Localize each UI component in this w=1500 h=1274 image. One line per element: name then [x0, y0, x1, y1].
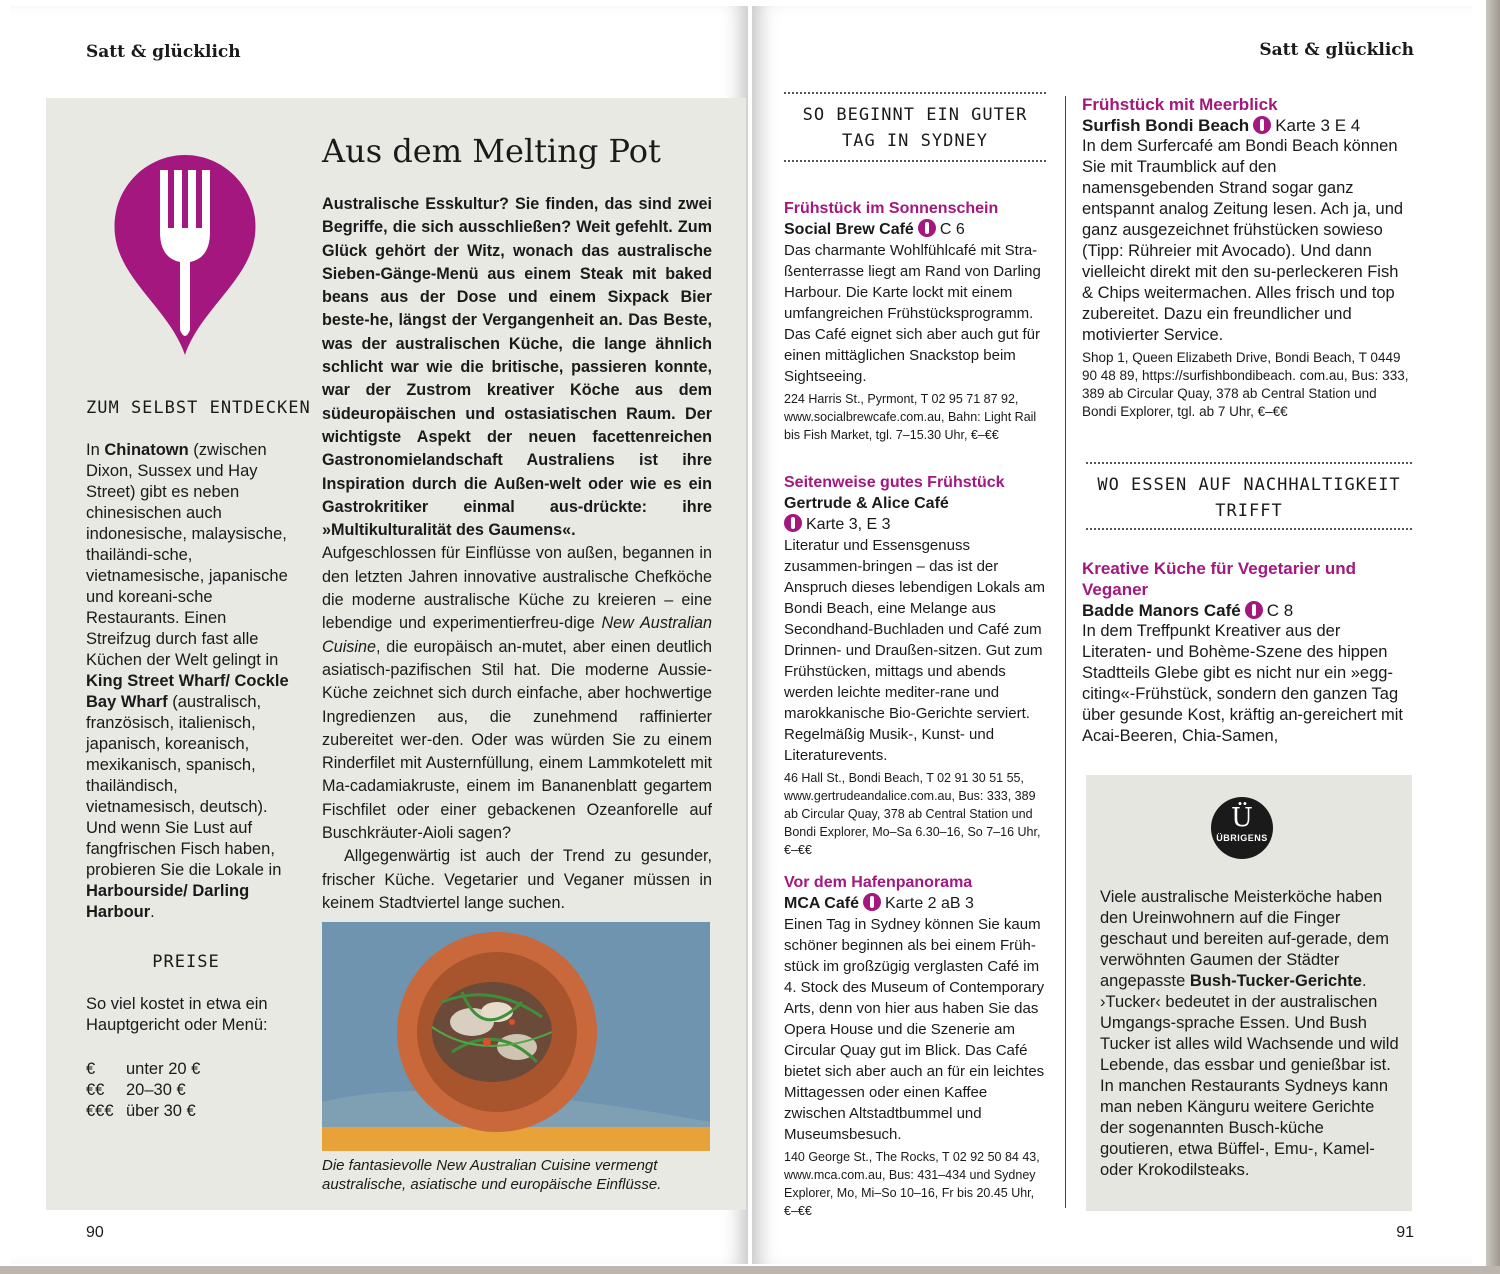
- prices-intro: So viel kostet in etwa ein Hauptgericht oder Menü:: [86, 995, 268, 1034]
- price-row: € unter 20 €: [86, 1060, 201, 1078]
- section-heading: SO BEGINNT EIN GUTER TAG IN SYDNEY: [802, 105, 1028, 151]
- article-lead: Australische Esskultur? Sie finden, das sind zwei Begriffe, die sich ausschließen? Weit gefehlt. Zum Glück gehört der Witz, wonach das australische Sieben-Gänge-Menü aus einem Steak mit baked beans aus der Dose und einem Sixpack Bier beste-he, längst der Vergangenheit an. Das Beste, was der australischen Küche, die lange ähnlich schlicht war wie die britische, passieren konnte, war der Zustrom kreativer Köche aus dem südeuropäischen und ostasiatischen Raum. Der wichtigste Aspekt der neuen facettenreichen Gastronomielandschaft Australiens ist ihre Inspiration durch die Außen-welt oder wie es ein Gastrokritiker einmal aus-drückte: ihre »Multikulturalität des Gaumens«.: [322, 195, 712, 540]
- divider: [784, 160, 1046, 162]
- entry-category: Frühstück im Sonnenschein: [784, 200, 999, 217]
- entry-category: Seitenweise gutes Frühstück: [784, 474, 1005, 491]
- map-marker-icon: [1253, 116, 1271, 134]
- map-ref: Karte 3, E 3: [806, 516, 891, 533]
- food-photo: [322, 922, 710, 1151]
- article-paragraph: Aufgeschlossen für Einflüsse von außen, begannen in den letzten Jahren innovative australische Chefköche die moderne australische Küche zu kreieren – eine lebendige und experimentierfreu-dige New Australian Cuisine, die europäisch an-mutet, aber einen deutlich asiatisch-pazifischen Stil hat. Die moderne Aussie-Küche zeichnet sich durch einfache, aber hochwertige Ingredienzen aus, die zunehmend raffinierter zubereitet wer-den. Oder was würden Sie zu einem Rinderfilet mit Austernfüllung, einem Lammkotelett mit Ma-cadamiakruste, einem im Bananenblatt gegartem Fischfilet oder einer gebackenen Ozeanforelle auf Buschkräuter-Aioli sagen?: [322, 544, 712, 843]
- entry-address: 224 Harris St., Pyrmont, T 02 95 71 87 92, www.socialbrewcafe.com.au, Bahn: Light Rail bis Fish Market, tgl. 7–15.30 Uhr, €–€€: [784, 392, 1037, 442]
- entry-address: 140 George St., The Rocks, T 02 92 50 84 43, www.mca.com.au, Bus: 431–434 und Sydney Explorer, Mo, Mi–So 10–16, Fr bis 20.45 Uhr, €–€€: [784, 1150, 1040, 1218]
- divider: [1086, 462, 1412, 464]
- entry-name: Gertrude & Alice Café: [784, 495, 949, 512]
- page-number-left: 90: [86, 1224, 104, 1241]
- article-body: [322, 193, 712, 915]
- entry-description: Literatur und Essensgenuss zusammen-bringen – das ist der Anspruch dieses lebendigen Lokals am Bondi Beach, eine Melange aus Secondhand-Buchladen und Café zum Drinnen- und Draußen-sitzen. Gut zum Frühstücken, mittags und abends werden leichte mediter-rane und marokkanische Bio-Gerichte serviert. Regelmäßig Musik-, Kunst- und Literaturevents.: [784, 537, 1045, 764]
- entry-name: Surfish Bondi Beach: [1082, 116, 1250, 135]
- entry-name: MCA Café: [784, 895, 859, 912]
- photo-caption: Die fantasievolle New Australian Cuisine vermengt australische, asiatische und europäische Einflüsse.: [322, 1157, 662, 1193]
- section-heading: WO ESSEN AUF NACHHALTIGKEIT TRIFFT: [1097, 475, 1401, 521]
- map-ref: C 6: [939, 221, 965, 238]
- entry-category: Vor dem Hafenpanorama: [784, 874, 973, 891]
- info-box: [1086, 775, 1412, 1211]
- entry-description: Einen Tag in Sydney können Sie kaum schöner beginnen als bei einem Früh-stück im großzügig verglasten Café im 4. Stock des Museum of Contemporary Arts, denn von hier aus haben Sie das Opera House und die Szenerie am Circular Quay gut im Blick. Das Café bietet sich aber auch an für ein leichtes Mittagessen oder einen Kaffee zwischen Altstadtbummel und Museumsbesuch.: [784, 916, 1045, 1143]
- price-row: €€ 20–30 €: [86, 1081, 186, 1099]
- info-box-text: Viele australische Meisterköche haben den Ureinwohnern auf die Finger geschaut und bereiten auf-gerade, dem verwöhnten Gaumen der Städter angepasste Bush-Tucker-Gerichte. ›Tucker‹ bedeutet in der australischen Umgangs-sprache Essen. Und Bush Tucker ist alles wild Wachsende und wild Lebende, das essbar und genießbar ist. In manchen Restaurants Sydneys kann man neben Känguru weitere Gerichte der sogenannten Busch-küche goutieren, etwa Büffel-, Emu-, Kamel- oder Krokodilsteaks.: [1100, 888, 1399, 1179]
- price-row: €€€ über 30 €: [86, 1102, 196, 1120]
- entry-address: Shop 1, Queen Elizabeth Drive, Bondi Beach, T 0449 90 48 89, https://surfishbondibeach. com.au, Bus: 333, 389 ab Circular Quay, 378 ab Central Station und Bondi Explorer, tgl. ab 7 Uhr, €–€€: [1082, 350, 1409, 419]
- prices-heading: PREISE: [152, 952, 220, 972]
- uebrigens-badge-icon: Ü ÜBRIGENS: [1211, 797, 1273, 859]
- running-head-left: Satt & glücklich: [86, 42, 241, 62]
- map-marker-icon: [863, 893, 881, 911]
- listing-entry: [784, 472, 1049, 859]
- column-rule: [1065, 96, 1066, 1208]
- map-ref: C 8: [1266, 601, 1294, 620]
- sidebar-text: In Chinatown (zwischen Dixon, Sussex und Hay Street) gibt es neben chinesischen auch indonesische, malaysische, thailändi-sche, vietnamesische, japanische und koreani-sche Restaurants. Einen Streifzug durch fast alle Küchen der Welt gelingt in King Street Wharf/ Cockle Bay Wharf (australisch, französisch, italienisch, japanisch, koreanisch, mexikanisch, spanisch, thailändisch, vietnamesisch, deutsch). Und wenn Sie Lust auf fangfrischen Fisch haben, probieren Sie die Lokale in Harbourside/ Darling Harbour.: [86, 441, 289, 921]
- right-page: [752, 6, 1472, 1264]
- entry-name: Social Brew Café: [784, 221, 914, 238]
- page-number-right: 91: [1396, 1224, 1414, 1241]
- entry-name: Badde Manors Café: [1082, 601, 1241, 620]
- entry-description: Das charmante Wohlfühlcafé mit Stra-ßenterrasse liegt am Rand von Darling Harbour. Die Karte lockt mit einem umfangreichen Frühstücksprogramm. Das Café eignet sich aber auch gut für einen mittäglichen Snackstop beim Sightseeing.: [784, 242, 1041, 385]
- sidebar-heading: ZUM SELBST ENTDECKEN: [86, 398, 311, 418]
- entry-description: In dem Treffpunkt Kreativer aus der Literaten- und Bohème-Szene des hippen Stadtteils Glebe gibt es nicht nur ein »egg-citing«-Frühstück, sondern den ganzen Tag über gesunde Kost, kräftig an-gereichert mit Acai-Beeren, Chia-Samen,: [1082, 622, 1404, 745]
- divider: [784, 92, 1046, 94]
- listing-entry: [784, 198, 1049, 444]
- entry-address: 46 Hall St., Bondi Beach, T 02 91 30 51 55, www.gertrudeandalice.com.au, Bus: 333, 389 ab Circular Quay, 378 ab Central Station und Bondi Explorer, Mo–Sa 6.30–16, So 7–16 Uhr, €–€€: [784, 771, 1041, 857]
- entry-description: In dem Surfercafé am Bondi Beach können Sie mit Traumblick auf den namensgebenden Strand sogar ganz entspannt analog Zeitung lesen. Ach ja, und ganz ausgezeichnet frühstücken sowieso (Tipp: Rühreier mit Avocado). Und dann vielleicht direkt mit den su-perleckeren Fish & Chips weitermachen. Alles frisch und top zubereitet. Dazu ein freundlicher und motivierter Service.: [1082, 137, 1404, 344]
- left-page: [10, 6, 748, 1264]
- entry-category: Frühstück mit Meerblick: [1082, 95, 1278, 114]
- listing-entry: [1082, 558, 1412, 747]
- entry-category: Kreative Küche für Vegetarier und Veganer: [1082, 559, 1356, 599]
- listing-entry: [784, 872, 1049, 1220]
- listing-entry: [1082, 94, 1412, 421]
- price-table: [86, 1059, 200, 1122]
- map-marker-icon: [784, 514, 802, 532]
- page-edge-bottom: [0, 1266, 1500, 1274]
- divider: [1086, 528, 1412, 530]
- article-paragraph: Allgegenwärtig ist auch der Trend zu gesunder, frischer Küche. Vegetarier und Veganer müssen in keinem Stadtviertel lange suchen.: [322, 847, 712, 912]
- page-edge: [1486, 0, 1500, 1274]
- article-title: Aus dem Melting Pot: [322, 132, 661, 170]
- running-head-right: Satt & glücklich: [1259, 40, 1414, 60]
- map-marker-icon: [918, 219, 936, 237]
- map-marker-icon: [1245, 601, 1263, 619]
- fork-pin-icon: [110, 150, 260, 360]
- map-ref: Karte 2 aB 3: [884, 895, 974, 912]
- map-ref: Karte 3 E 4: [1275, 116, 1361, 135]
